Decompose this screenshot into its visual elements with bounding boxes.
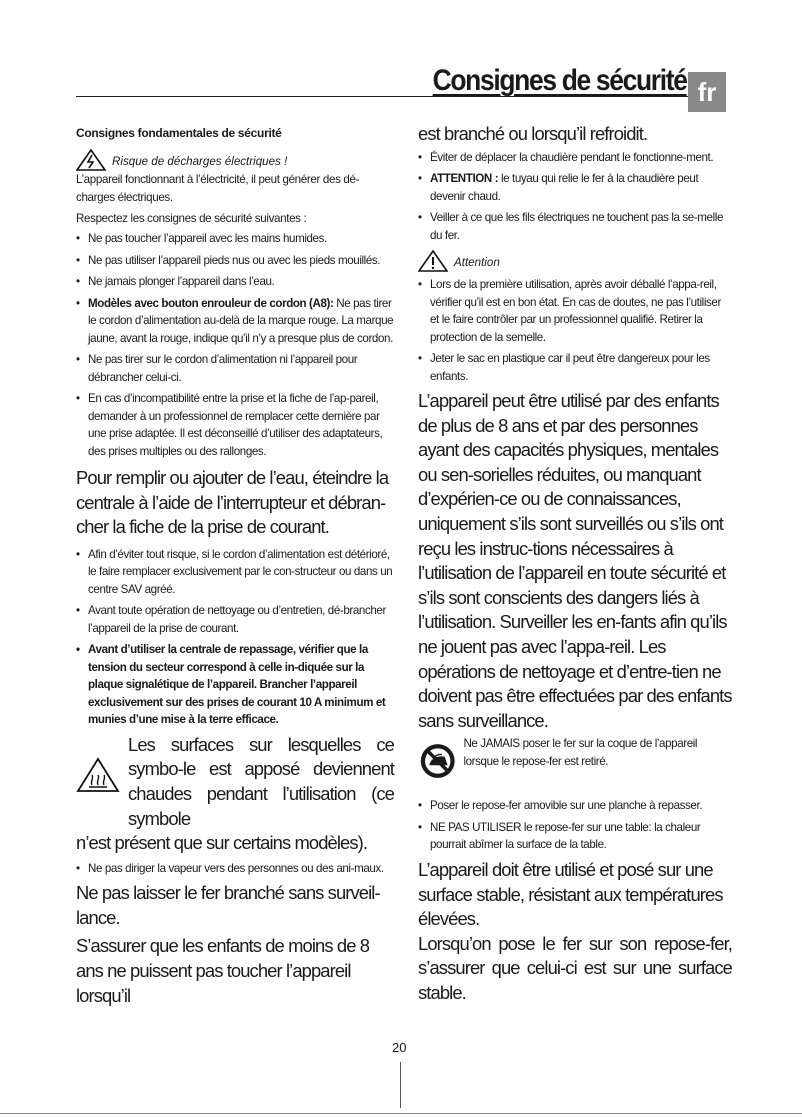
attention-warning-label: Attention	[454, 256, 500, 270]
first-use-list	[418, 276, 732, 385]
right-column	[418, 123, 732, 1005]
electric-warning-label: Risque de décharges électriques !	[112, 155, 288, 168]
list-item: • Jeter le sac en plastique car il peut être dangereux pour les enfants.	[418, 350, 732, 385]
safety-list-2	[76, 546, 394, 729]
list-item: • Avant toute opération de nettoyage ou d’entretien, dé-brancher l’appareil de la prise de courant.	[76, 602, 394, 637]
no-iron-on-casing-text: Ne JAMAIS poser le fer sur la coque de l’appareil lorsque le repose-fer est retiré.	[463, 737, 698, 769]
electric-intro: L’appareil fonctionnant à l’électricité, il peut générer des dé-charges électriques.	[76, 173, 360, 204]
hot-surface-text-end: n’est présent que sur certains modèles).	[76, 832, 368, 854]
list-item: • Ne pas tirer sur le cordon d’alimentation ni l’appareil pour débrancher celui-ci.	[76, 351, 394, 386]
language-badge: fr	[688, 72, 726, 112]
no-iron-on-casing-block	[418, 735, 732, 787]
list-item: • En cas d’incompatibilité entre la prise et la fiche de l’ap-pareil, demander à un professionnel de remplacer cette dernière par une prise adaptée. Il est déconseillé d’utiliser des adaptateurs, des prises multiples ou des rallonges.	[76, 390, 394, 460]
respect-text: Respectez les consignes de sécurité suivantes :	[76, 212, 307, 225]
list-item: • Éviter de déplacer la chaudière pendant le fonctionne-ment.	[418, 149, 732, 167]
section-title: Consignes fondamentales de sécurité	[76, 126, 282, 140]
page-number: 20	[392, 1040, 407, 1055]
no-iron-on-casing-icon	[418, 735, 457, 787]
footer-rule	[400, 1062, 401, 1108]
list-item: • Poser le repose-fer amovible sur une planche à repasser.	[418, 797, 732, 815]
list-item	[418, 170, 732, 205]
electric-warning	[76, 149, 394, 171]
hot-surface-text: Les surfaces sur lesquelles ce symbo-le est apposé deviennent chaudes pendant l’utilisation (ce symbole	[128, 733, 394, 829]
safety-list-3	[76, 860, 394, 878]
list-item: • NE PAS UTILISER le repose-fer sur une table: la chaleur pourrait abîmer la surface de la table.	[418, 819, 732, 854]
bottom-rule	[0, 1113, 802, 1114]
stable-surface-heading: L’appareil doit être utilisé et posé sur une surface stable, résistant aux températures élevées.	[418, 858, 723, 930]
list-item: • Lors de la première utilisation, après avoir déballé l’appa-reil, vérifier qu’il est en bon état. En cas de doutes, ne pas l’utiliser et le faire contrôler par un professionnel qualifié. Retirer la protection de la semelle.	[418, 276, 732, 346]
fill-water-heading: Pour remplir ou ajouter de l’eau, éteindre la centrale à l’aide de l’interrupteur et débran-cher la fiche de la prise de courant.	[76, 467, 389, 538]
list-item: • Veiller à ce que les fils électriques ne touchent pas la se-melle du fer.	[418, 209, 732, 244]
list-item: • Avant d’utiliser la centrale de repassage, vérifier que la tension du secteur correspond à celle in-diquée sur la plaque signalétique de l’appareil. Brancher l’appareil exclusivement sur des prises de courant 10 A minimum et munies d’une mise à la terre efficace.	[76, 641, 394, 729]
safety-list-1	[76, 230, 394, 460]
list-item: • Ne jamais plonger l’appareil dans l’eau.	[76, 273, 394, 291]
attention-bold-label: ATTENTION :	[430, 172, 499, 186]
list-item: • Ne pas toucher l’appareil avec les mains humides.	[76, 230, 394, 248]
page-title: Consignes de sécurité	[433, 64, 687, 97]
left-column	[76, 126, 394, 1008]
list-item: • Afin d’éviter tout risque, si le cordon d’alimentation est détérioré, le faire remplacer exclusivement par le con-structeur ou dans un centre SAV agréé.	[76, 546, 394, 599]
cord-bold-label: Modèles avec bouton enrouleur de cordon (A8):	[88, 296, 334, 310]
cord-text: Ne pas tirer le cordon d’alimentation au-delà de la marque rouge. La marque jaune, avant la rouge, indique qu’il n’y a presque plus de cordon.	[88, 296, 394, 345]
cooling-heading: est branché ou lorsqu’il refroidit.	[418, 123, 648, 144]
list-item: • Ne pas utiliser l’appareil pieds nus ou avec les pieds mouillés.	[76, 252, 394, 270]
electric-shock-warning-icon	[76, 149, 106, 171]
list-item	[76, 295, 394, 348]
attention-warning-icon	[418, 250, 448, 272]
rest-plate-list	[418, 797, 732, 854]
attention-text: le tuyau qui relie le fer à la chaudière peut devenir chaud.	[430, 172, 699, 203]
hot-surface-block	[76, 733, 394, 856]
list-item: • Ne pas diriger la vapeur vers des personnes ou des ani-maux.	[76, 860, 394, 878]
children-touch-heading: S’assurer que les enfants de moins de 8 ans ne puissent pas toucher l’appareil lorsqu’il	[76, 935, 370, 1006]
hot-surface-icon	[76, 757, 120, 793]
attention-warning	[418, 250, 732, 272]
rest-plate-stable-heading: Lorsqu’on pose le fer sur son repose-fer, s’assurer que celui-ci est sur une surface stable.	[418, 932, 732, 1003]
boiler-list	[418, 149, 732, 245]
unattended-heading: Ne pas laisser le fer branché sans surveil-lance.	[76, 882, 380, 928]
children-usage-heading: L’appareil peut être utilisé par des enfants de plus de 8 ans et par des personnes ayant des capacités physiques, mentales ou sen-sorielles réduites, ou manquant d’expérien-ce ou de connaissances, uniquement s’ils sont surveillés ou s’ils ont reçu les instruc-tions nécessaires à l’utilisation de l’appareil en toute sécurité et s’ils sont conscients des dangers liés à l’utilisation. Surveiller les en-fants afin qu’ils ne jouent pas avec l’appa-reil. Les opérations de nettoyage et d’entre-tien ne doivent pas être effectuées par des enfants sans surveillance.	[418, 390, 732, 731]
